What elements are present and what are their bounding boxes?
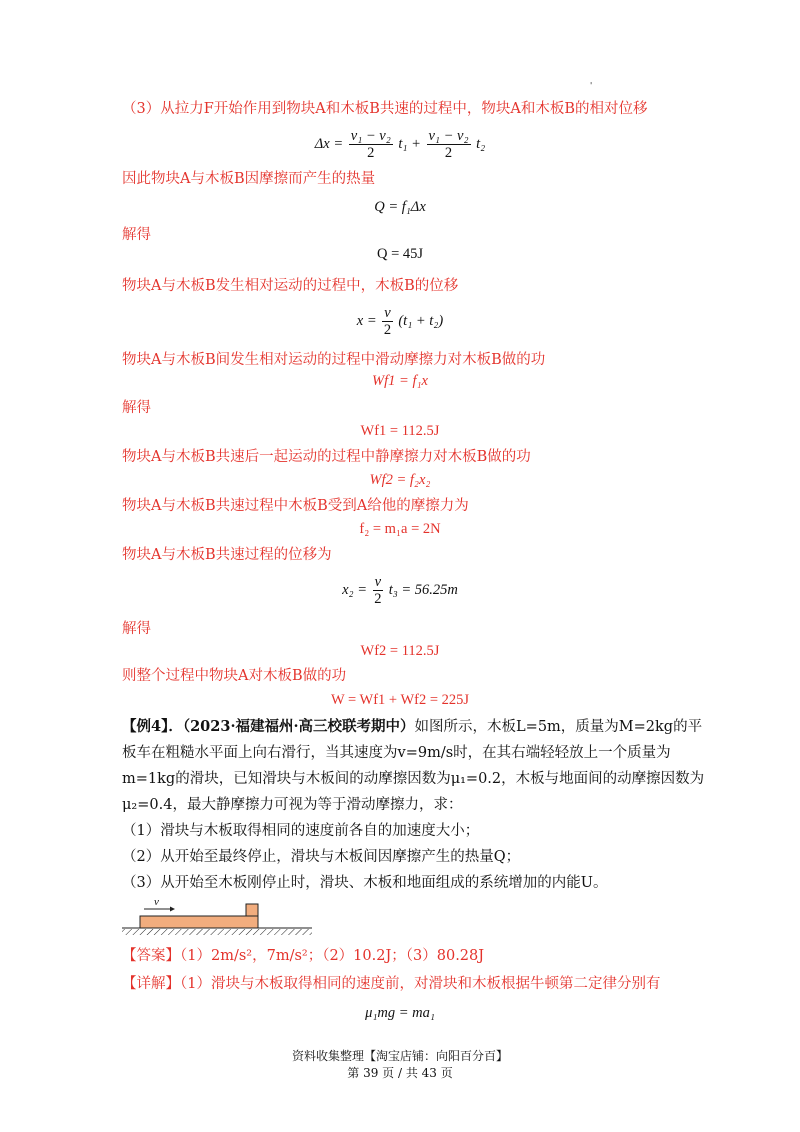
footer-page-number: 第 39 页 / 共 43 页 xyxy=(347,1066,453,1080)
dx-denominator-2: 2 xyxy=(444,145,453,162)
x-denominator: 2 xyxy=(383,322,392,339)
x2-lhs: x₂ = xyxy=(342,582,367,598)
formula-x2 xyxy=(0,573,800,607)
question-1: （1）滑块与木板取得相同的速度前各自的加速度大小； xyxy=(122,823,480,839)
formula-f2: f₂ = m₁a = 2N xyxy=(359,521,441,537)
text-line-9: 物块A与木板B共速过程的位移为 xyxy=(122,547,332,563)
x-numerator: v xyxy=(384,305,391,322)
example-label: 【例4】．（2023·福建福州·高三校联考期中） xyxy=(122,718,415,735)
velocity-arrow-head xyxy=(170,907,175,912)
text-line-5: 物块A与木板B间发生相对运动的过程中滑动摩擦力对木板B做的功 xyxy=(122,352,546,368)
dx-t2: t₂ xyxy=(476,136,486,152)
dx-numerator-2: v₁ − v₂ xyxy=(428,128,469,145)
answer-line xyxy=(122,946,484,966)
dx-numerator: v₁ − v₂ xyxy=(350,128,391,145)
ground-hatch xyxy=(122,929,312,935)
example-text-1: 如图所示，木板L=5m，质量为M=2kg的平 xyxy=(414,719,703,735)
answer-text: （1）2m/s²，7m/s²；（2）10.2J；（3）80.28J xyxy=(180,948,485,964)
text-line-10: 解得 xyxy=(122,621,151,637)
example-line-4: μ₂=0.4，最大静摩擦力可视为等于滑动摩擦力，求： xyxy=(122,797,463,813)
detail-line xyxy=(122,974,660,994)
text-line-8: 物块A与木板B共速过程中木板B受到A给他的摩擦力为 xyxy=(122,498,469,514)
board-slider-figure xyxy=(122,896,312,940)
slider-block xyxy=(246,904,258,916)
dx-t1: t₁ + xyxy=(398,136,421,152)
formula-w-total: W = Wf1 + Wf2 = 225J xyxy=(330,692,470,708)
text-line-1: （3）从拉力F开始作用到物块A和木板B共速的过程中，物块A和木板B的相对位移 xyxy=(122,101,648,117)
formula-q-def: Q = f₁Δx xyxy=(374,199,426,215)
text-line-6: 解得 xyxy=(122,400,151,416)
corner-mark: ' xyxy=(590,81,593,90)
detail-label: 【详解】 xyxy=(122,976,180,992)
question-3: （3）从开始至木板刚停止时，滑块、木板和地面组成的系统增加的内能U。 xyxy=(122,875,608,891)
velocity-label: v xyxy=(154,896,159,908)
text-line-3: 解得 xyxy=(122,227,151,243)
question-2: （2）从开始至最终停止，滑块与木板间因摩擦产生的热量Q； xyxy=(122,849,521,865)
example-line-1 xyxy=(122,717,702,737)
formula-wf2-def: Wf2 = f₂x₂ xyxy=(369,472,431,488)
formula-q-value: Q = 45J xyxy=(376,246,424,262)
detail-text: （1）滑块与木板取得相同的速度前，对滑块和木板根据牛顿第二定律分别有 xyxy=(180,976,661,992)
dx-lhs: Δx = xyxy=(314,136,344,152)
text-line-4: 物块A与木板B发生相对运动的过程中，木板B的位移 xyxy=(122,278,459,294)
formula-dx xyxy=(0,127,800,161)
text-line-11: 则整个过程中物块A对木板B做的功 xyxy=(122,668,347,684)
x-rhs: (t₁ + t₂) xyxy=(398,313,444,329)
x2-rhs: t₃ = 56.25m xyxy=(388,582,458,598)
formula-x xyxy=(0,304,800,338)
text-line-2: 因此物块A与木板B因摩擦而产生的热量 xyxy=(122,171,376,187)
example-line-2: 板车在粗糙水平面上向右滑行，当其速度为v=9m/s时，在其右端轻轻放上一个质量为 xyxy=(122,745,671,761)
dx-denominator: 2 xyxy=(367,145,375,162)
board-block xyxy=(140,916,258,928)
x2-denominator: 2 xyxy=(374,591,382,608)
answer-label: 【答案】 xyxy=(122,948,180,964)
x2-numerator: v xyxy=(374,574,382,591)
formula-wf1-value: Wf1 = 112.5J xyxy=(360,423,440,439)
footer-source: 资料收集整理【淘宝店铺：向阳百分百】 xyxy=(291,1049,508,1063)
example-line-3: m=1kg的滑块，已知滑块与木板间的动摩擦因数为μ₁=0.2，木板与地面间的动摩擦因数为 xyxy=(122,771,705,787)
x-lhs: x = xyxy=(356,313,377,329)
formula-mu: μ₁mg = ma₁ xyxy=(365,1005,435,1021)
text-line-7: 物块A与木板B共速后一起运动的过程中静摩擦力对木板B做的功 xyxy=(122,449,531,465)
formula-wf1-def: Wf1 = f₁x xyxy=(372,373,428,389)
formula-wf2-value: Wf2 = 112.5J xyxy=(360,643,440,659)
